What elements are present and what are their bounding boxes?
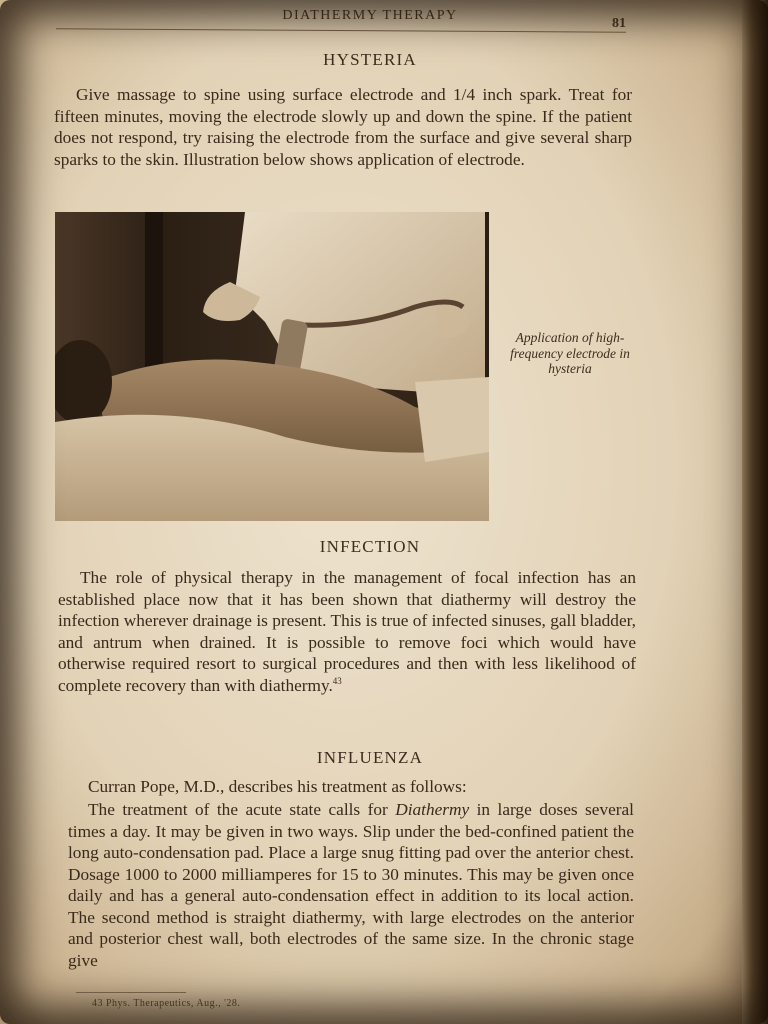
book-spine-shadow [742,0,768,1024]
section-title-influenza: INFLUENZA [316,748,424,767]
influenza-paragraph-rest: in large doses several times a day. It may be given in two ways. Slip under the bed-confined patient the long auto-condensation pad. Place a large snug fitting pad over the anterior chest. Dosage 1000 to 2000 milliamperes for 15 to 30 minutes. This may be given once daily and has a general auto-condensation effect in addition to its local action. The second method is straight diathermy, with large electrodes on the anterior and posterior chest wall, both electrodes of the same size. In the chronic stage give [68,800,634,970]
section-title-infection: INFECTION [319,537,421,556]
infection-paragraph [58,567,636,696]
running-head: DIATHERMY THERAPY [282,8,458,23]
influenza-paragraph-start: The treatment of the acute state calls for [88,800,396,819]
footnote-marker: 43 [332,675,342,686]
influenza-intro: Curran Pope, M.D., describes his treatment as follows: [88,777,467,796]
header-rule [56,28,626,32]
hysteria-paragraph: Give massage to spine using surface electrode and 1/4 inch spark. Treat for fifteen minutes, moving the electrode slowly up and down the spine. If the patient does not respond, try raising the electrode from the surface and give several sharp sparks to the skin. Illustration below shows application of electrode. [54,85,632,169]
influenza-paragraph [68,799,634,971]
influenza-paragraph-emphasis: Diathermy [395,800,470,819]
footnote: 43 Phys. Therapeutics, Aug., '28. [92,998,241,1009]
infection-paragraph-text: The role of physical therapy in the management of focal infection has an established place now that it has been shown that diathermy will destroy the infection wherever drainage is present. This is true of infected sinuses, gall bladder, and antrum when drained. It is possible to remove foci which would have otherwise required resort to surgical procedures and then with less likelihood of complete recovery than with diathermy. [58,568,636,695]
page-number: 81 [612,16,626,31]
figure-caption: Application of high-frequency electrode in hysteria [510,330,630,376]
photo-illustration [55,212,489,521]
footnote-rule [76,992,186,993]
section-title-hysteria: HYSTERIA [323,50,417,69]
electrode-application-photo [55,212,489,521]
